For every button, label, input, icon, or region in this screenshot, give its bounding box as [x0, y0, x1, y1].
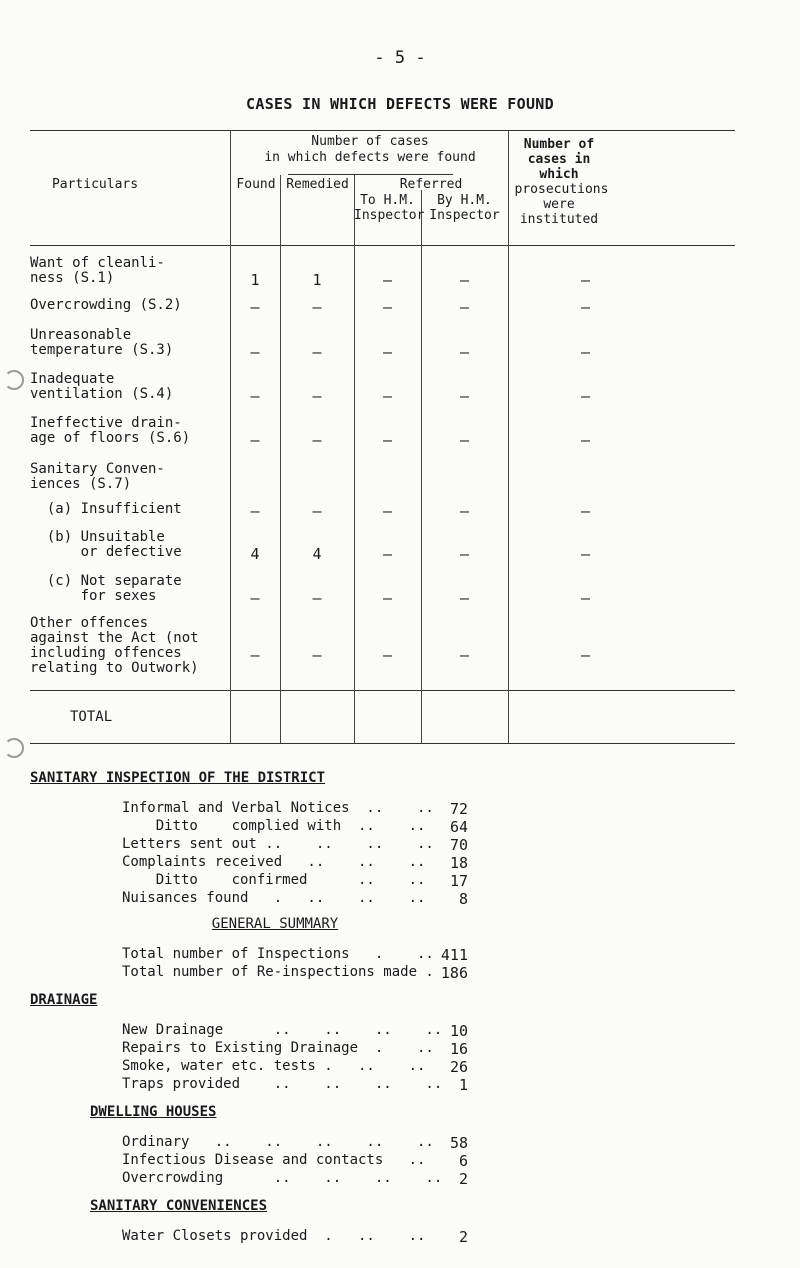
table-cell: –	[459, 271, 470, 289]
table-cell: –	[250, 646, 260, 664]
table-cell: 1	[250, 271, 260, 289]
header-to-hm-1: To H.M.	[360, 193, 415, 208]
list-item-value: 6	[458, 1152, 468, 1170]
row-label-ventilation: Inadequate ventilation (S.4)	[30, 371, 174, 402]
table-cell: –	[580, 431, 591, 449]
header-prosecutions-4: prosecutions	[514, 182, 609, 197]
page-title: CASES IN WHICH DEFECTS WERE FOUND	[246, 95, 554, 113]
list-item-value: 2	[458, 1228, 468, 1246]
list-item: Informal and Verbal Notices .. ..	[122, 800, 434, 816]
row-label-not-separate: (c) Not separate for sexes	[46, 573, 182, 604]
header-prosecutions-1: Number of	[523, 137, 595, 152]
table-cell: –	[459, 646, 470, 664]
page-number: - 5 -	[374, 48, 426, 68]
list-item: Overcrowding .. .. .. ..	[122, 1170, 443, 1186]
header-found: Found	[236, 177, 276, 192]
row-label-unsuitable: (b) Unsuitable or defective	[46, 529, 182, 560]
header-prosecutions-2: cases in	[527, 152, 591, 167]
row-label-insufficient: (a) Insufficient	[30, 501, 182, 517]
table-cell: –	[312, 387, 322, 405]
table-cell: –	[312, 589, 322, 607]
table-cell: –	[382, 646, 393, 664]
list-item: Traps provided .. .. .. ..	[122, 1076, 443, 1092]
list-item-value: 17	[449, 872, 468, 890]
list-item: New Drainage .. .. .. ..	[122, 1022, 443, 1038]
table-cell: –	[382, 343, 393, 361]
table-cell: –	[459, 502, 470, 520]
table-cell: –	[250, 502, 260, 520]
table-cell: –	[382, 589, 393, 607]
table-cell: –	[312, 502, 322, 520]
table-cell: –	[580, 298, 591, 316]
list-item: Ditto complied with .. ..	[122, 818, 426, 834]
table-cell: –	[580, 545, 591, 563]
list-item-value: 1	[458, 1076, 468, 1094]
table-cell: –	[250, 298, 260, 316]
table-cell: –	[312, 298, 322, 316]
general-summary-heading: GENERAL SUMMARY	[211, 916, 339, 932]
header-number-cases-2: in which defects were found	[264, 150, 476, 165]
list-item: Complaints received .. .. ..	[122, 854, 426, 870]
row-label-cleanliness: Want of cleanli- ness (S.1)	[30, 255, 165, 286]
header-by-hm-2: Inspector	[429, 208, 500, 223]
table-cell: –	[250, 589, 260, 607]
row-label-other-offences: Other offences against the Act (not including offences relating to Outwork)	[30, 615, 199, 676]
table-cell: –	[580, 502, 591, 520]
table-cell: –	[312, 343, 322, 361]
row-label-sanitary-conveniences: Sanitary Conven- iences (S.7)	[30, 461, 165, 492]
table-cell: –	[580, 387, 591, 405]
list-item-value: 411	[440, 946, 468, 964]
list-item: Ditto confirmed .. ..	[122, 872, 426, 888]
table-cell: 4	[250, 545, 260, 563]
drainage-heading: DRAINAGE	[30, 992, 98, 1008]
header-particulars: Particulars	[51, 177, 139, 192]
table-cell: 1	[312, 271, 322, 289]
list-item: Repairs to Existing Drainage . ..	[122, 1040, 434, 1056]
table-cell: –	[459, 589, 470, 607]
table-cell: 4	[312, 545, 322, 563]
list-item-value: 26	[449, 1058, 468, 1076]
list-item-value: 70	[449, 836, 468, 854]
punch-hole-icon	[4, 370, 24, 390]
list-item: Smoke, water etc. tests . .. ..	[122, 1058, 426, 1074]
row-label-overcrowding: Overcrowding (S.2)	[30, 297, 182, 313]
list-item: Letters sent out .. .. .. ..	[122, 836, 434, 852]
table-cell: –	[459, 343, 470, 361]
list-item-value: 58	[449, 1134, 468, 1152]
table-cell: –	[580, 271, 591, 289]
punch-hole-icon	[4, 738, 24, 758]
list-item: Total number of Inspections . ..	[122, 946, 434, 962]
table-cell: –	[382, 431, 393, 449]
total-label: TOTAL	[70, 709, 113, 725]
table-cell: –	[459, 431, 470, 449]
table-cell: –	[250, 431, 260, 449]
list-item: Total number of Re-inspections made .	[122, 964, 434, 980]
list-item: Infectious Disease and contacts ..	[122, 1152, 426, 1168]
list-item-value: 16	[449, 1040, 468, 1058]
list-item-value: 72	[449, 800, 468, 818]
table-cell: –	[459, 387, 470, 405]
table-cell: –	[312, 646, 322, 664]
row-label-temperature: Unreasonable temperature (S.3)	[30, 327, 174, 358]
list-item: Nuisances found . .. .. ..	[122, 890, 426, 906]
header-number-cases-1: Number of cases	[311, 134, 429, 149]
dwelling-heading: DWELLING HOUSES	[90, 1104, 217, 1120]
list-item-value: 2	[458, 1170, 468, 1188]
table-cell: –	[459, 545, 470, 563]
table-cell: –	[382, 271, 393, 289]
header-prosecutions-6: instituted	[519, 212, 599, 227]
table-cell: –	[382, 387, 393, 405]
conveniences-heading: SANITARY CONVENIENCES	[90, 1198, 268, 1214]
row-label-drainage: Ineffective drain- age of floors (S.6)	[30, 415, 191, 446]
header-remedied: Remedied	[286, 177, 349, 192]
table-cell: –	[580, 589, 591, 607]
table-cell: –	[580, 646, 591, 664]
defects-table	[30, 130, 795, 743]
list-item: Water Closets provided . .. ..	[122, 1228, 426, 1244]
header-referred: Referred	[399, 177, 463, 192]
list-item-value: 18	[449, 854, 468, 872]
header-prosecutions-5: were	[543, 197, 575, 212]
table-cell: –	[250, 343, 260, 361]
table-cell: –	[250, 387, 260, 405]
header-by-hm-1: By H.M.	[437, 193, 492, 208]
header-to-hm-2: Inspector	[354, 208, 425, 223]
table-cell: –	[382, 298, 393, 316]
table-cell: –	[580, 343, 591, 361]
table-cell: –	[312, 431, 322, 449]
header-prosecutions-3: which	[539, 167, 579, 182]
list-item-value: 64	[449, 818, 468, 836]
list-item: Ordinary .. .. .. .. ..	[122, 1134, 434, 1150]
list-item-value: 186	[440, 964, 468, 982]
table-cell: –	[382, 502, 393, 520]
inspection-heading: SANITARY INSPECTION OF THE DISTRICT	[30, 770, 326, 786]
list-item-value: 8	[458, 890, 468, 908]
list-item-value: 10	[449, 1022, 468, 1040]
table-cell: –	[382, 545, 393, 563]
table-cell: –	[459, 298, 470, 316]
